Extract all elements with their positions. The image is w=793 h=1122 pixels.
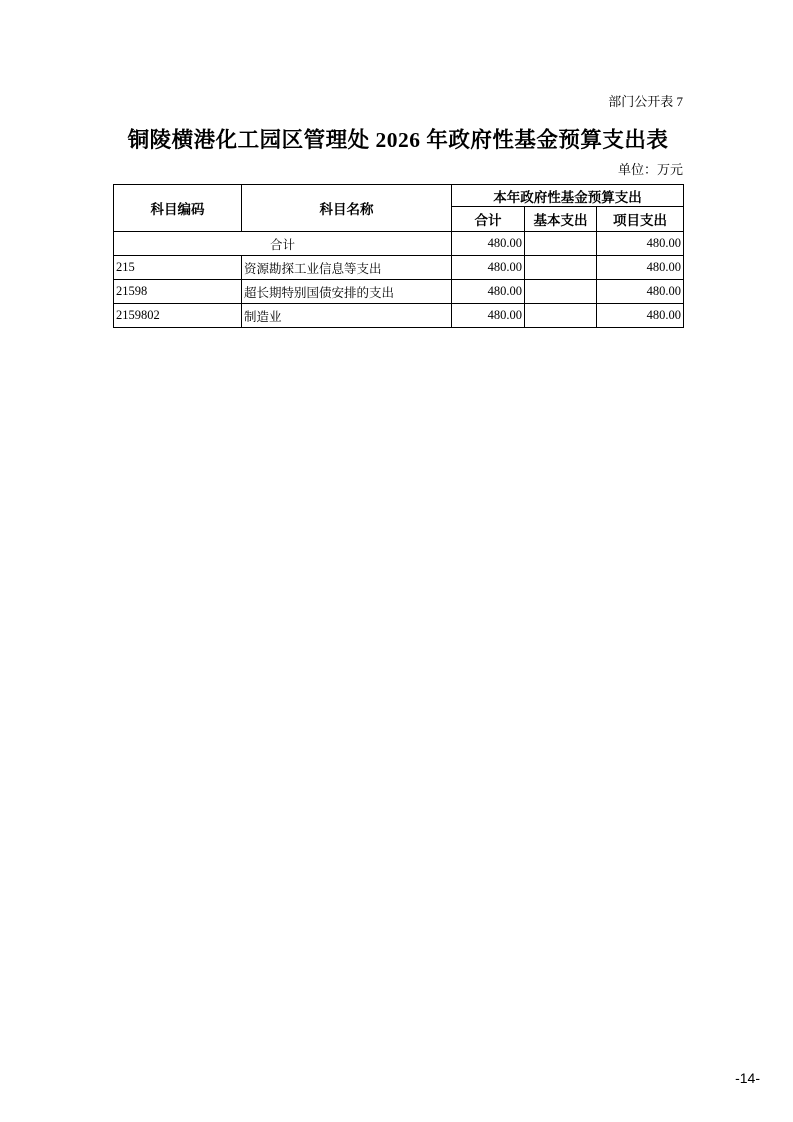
col-header-basic: 基本支出: [525, 207, 597, 232]
row-project: 480.00: [597, 280, 684, 304]
row-basic: [525, 256, 597, 280]
row-code: 215: [114, 256, 242, 280]
col-header-group: 本年政府性基金预算支出: [452, 185, 684, 207]
row-sum: 480.00: [452, 304, 525, 328]
col-header-total: 合计: [452, 207, 525, 232]
row-total-project: 480.00: [597, 232, 684, 256]
col-header-code: 科目编码: [114, 185, 242, 232]
row-sum: 480.00: [452, 256, 525, 280]
table-row-total: [114, 232, 684, 256]
unit-note: 单位：万元: [617, 162, 683, 177]
row-basic: [525, 280, 597, 304]
row-code: 21598: [114, 280, 242, 304]
row-name: 资源勘探工业信息等支出: [242, 256, 452, 280]
table-row: [114, 304, 684, 328]
page-content: [113, 0, 683, 328]
doc-label: 部门公开表 7: [608, 94, 683, 109]
row-sum: 480.00: [452, 280, 525, 304]
table-row: [114, 280, 684, 304]
row-name: 超长期特别国债安排的支出: [242, 280, 452, 304]
row-name: 制造业: [242, 304, 452, 328]
table-row: [114, 256, 684, 280]
row-total-basic: [525, 232, 597, 256]
header-row-top: [114, 185, 684, 207]
col-header-project: 项目支出: [597, 207, 684, 232]
row-total-sum: 480.00: [452, 232, 525, 256]
row-project: 480.00: [597, 304, 684, 328]
row-code: 2159802: [114, 304, 242, 328]
row-total-name: 合计: [114, 232, 452, 256]
page-title: 铜陵横港化工园区管理处 2026 年政府性基金预算支出表: [127, 128, 669, 152]
page-number: -14-: [735, 1070, 760, 1086]
row-project: 480.00: [597, 256, 684, 280]
row-basic: [525, 304, 597, 328]
col-header-name: 科目名称: [242, 185, 452, 232]
budget-table: [113, 184, 684, 328]
